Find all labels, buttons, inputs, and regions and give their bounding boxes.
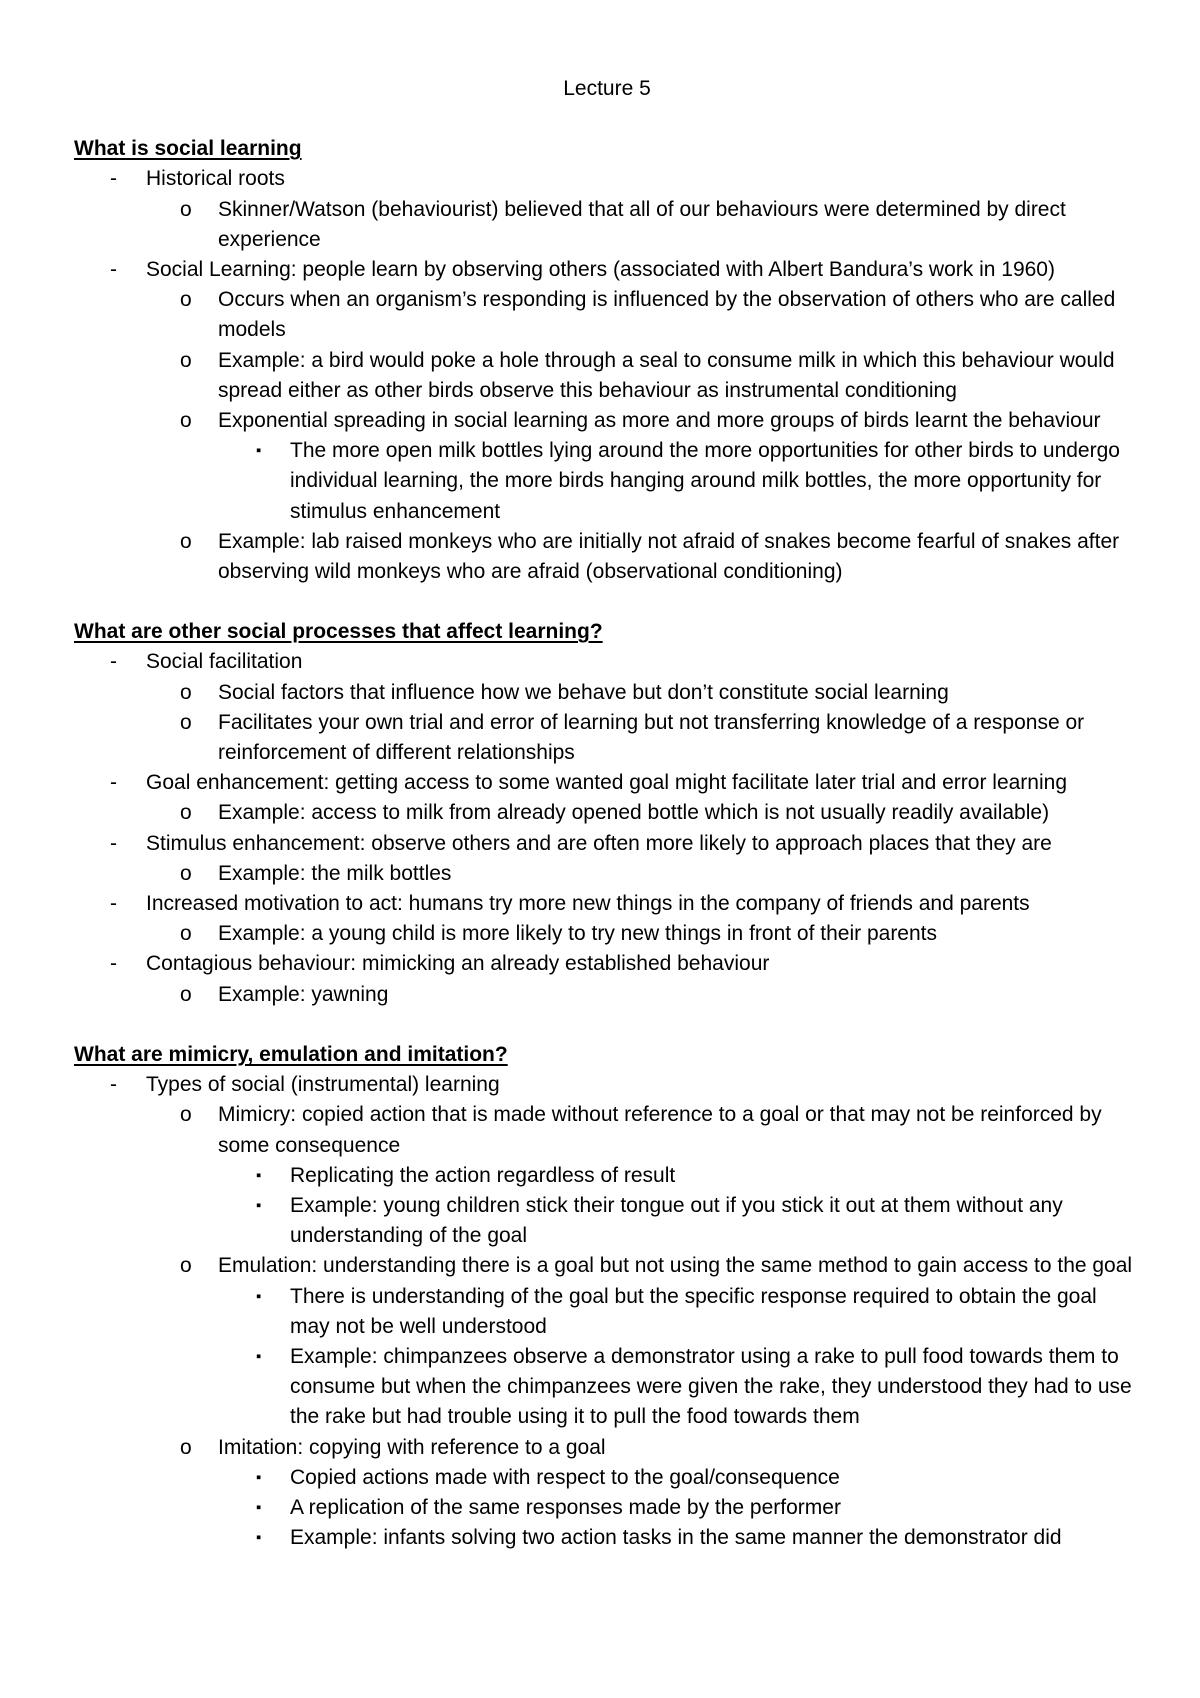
section-heading: What are mimicry, emulation and imitation? <box>74 1042 508 1066</box>
sub-sub-list-item <box>218 1523 1140 1553</box>
sub-list-item <box>146 919 1140 949</box>
circle-bullet-icon: o <box>180 529 192 553</box>
circle-bullet-icon: o <box>180 982 192 1006</box>
sub-list-item-text: Facilitates your own trial and error of learning but not transferring knowledge of a response or reinforcement of different relationships <box>218 710 1085 765</box>
sub-sub-list-item <box>218 1161 1140 1191</box>
sub-sub-list <box>218 1282 1140 1433</box>
sub-list-item <box>146 708 1140 768</box>
sub-list <box>146 798 1140 828</box>
list-item <box>74 164 1140 255</box>
list-item-text: Increased motivation to act: humans try more new things in the company of friends and parents <box>146 892 1030 916</box>
sub-sub-list-item-text: Example: infants solving two action tasks in the same manner the demonstrator did <box>290 1526 1062 1550</box>
sub-list-item-text: Example: a bird would poke a hole through a seal to consume milk in which this behaviour would spread either as other birds observe this behaviour as instrumental conditioning <box>218 348 1115 402</box>
dash-bullet-icon: - <box>110 771 117 795</box>
sub-list <box>146 195 1140 255</box>
square-bullet-icon: ▪ <box>256 1287 262 1305</box>
sub-list-item <box>146 1100 1140 1251</box>
sub-sub-list <box>218 1161 1140 1252</box>
sub-sub-list-item-text: The more open milk bottles lying around the more opportunities for other birds to undergo individual learning, the more birds hanging around milk bottles, the more opportunity for stimulus enhancement <box>290 439 1120 523</box>
sub-sub-list-item <box>218 1493 1140 1523</box>
sub-sub-list-item-text: Copied actions made with respect to the goal/consequence <box>290 1465 840 1489</box>
sub-list-item <box>146 678 1140 708</box>
list-item <box>74 255 1140 587</box>
circle-bullet-icon: o <box>180 348 192 372</box>
sub-sub-list-item-text: There is understanding of the goal but the specific response required to obtain the goal may not be well understood <box>290 1284 1097 1338</box>
list-item-text: Social Learning: people learn by observing others (associated with Albert Bandura’s work in 1960) <box>146 258 1055 282</box>
sub-list-item-text: Example: a young child is more likely to try new things in front of their parents <box>218 922 938 946</box>
square-bullet-icon: ▪ <box>256 1347 262 1365</box>
sub-list <box>146 919 1140 949</box>
sub-list-item <box>146 195 1140 255</box>
sub-list-item-text: Mimicry: copied action that is made without reference to a goal or that may not be reinforced by some consequence <box>218 1103 1102 1157</box>
sub-list-item-text: Emulation: understanding there is a goal but not using the same method to gain access to the goal <box>218 1254 1133 1278</box>
sub-sub-list-item <box>218 1282 1140 1342</box>
sub-list-item-text: Exponential spreading in social learning as more and more groups of birds learnt the behaviour <box>218 409 1101 433</box>
list-item <box>74 949 1140 1009</box>
list-item <box>74 647 1140 768</box>
sub-list <box>146 285 1140 587</box>
sub-list-item <box>146 285 1140 345</box>
sub-list-item <box>146 798 1140 828</box>
sub-sub-list-item-text: Example: chimpanzees observe a demonstrator using a rake to pull food towards them to consume but when the chimpanzees were given the rake, they understood they had to use the rake but had trouble using it to pull the food towards them <box>290 1344 1132 1429</box>
list-item <box>74 1070 1140 1553</box>
document-body <box>74 134 1140 1553</box>
list-item-text: Types of social (instrumental) learning <box>146 1073 500 1097</box>
dash-bullet-icon: - <box>110 831 117 855</box>
sub-list-item-text: Skinner/Watson (behaviourist) believed that all of our behaviours were determined by direct experience <box>218 197 1066 251</box>
sub-list-item <box>146 859 1140 889</box>
dash-bullet-icon: - <box>110 952 117 976</box>
sub-list-item <box>146 1251 1140 1432</box>
circle-bullet-icon: o <box>180 288 192 312</box>
section <box>74 617 1140 1010</box>
sub-list-item <box>146 527 1140 587</box>
section <box>74 1040 1140 1553</box>
circle-bullet-icon: o <box>180 1435 192 1459</box>
sub-sub-list-item-text: Replicating the action regardless of result <box>290 1163 676 1187</box>
sub-list-item <box>146 346 1140 406</box>
circle-bullet-icon: o <box>180 710 192 734</box>
square-bullet-icon: ▪ <box>256 442 262 460</box>
sub-list-item-text: Example: access to milk from already opened bottle which is not usually readily available) <box>218 801 1050 825</box>
square-bullet-icon: ▪ <box>256 1166 262 1184</box>
dash-bullet-icon: - <box>110 167 117 191</box>
sub-list-item-text: Imitation: copying with reference to a goal <box>218 1435 606 1459</box>
square-bullet-icon: ▪ <box>256 1498 262 1516</box>
list-item-text: Contagious behaviour: mimicking an already established behaviour <box>146 952 770 976</box>
sub-sub-list-item <box>218 436 1140 527</box>
page-title: Lecture 5 <box>563 77 651 100</box>
sub-sub-list <box>218 436 1140 527</box>
sub-sub-list-item-text: A replication of the same responses made by the performer <box>290 1495 841 1519</box>
dash-bullet-icon: - <box>110 892 117 916</box>
sub-list <box>146 678 1140 769</box>
circle-bullet-icon: o <box>180 861 192 885</box>
sub-list-item-text: Social factors that influence how we behave but don’t constitute social learning <box>218 680 949 704</box>
section-heading: What is social learning <box>74 137 302 161</box>
bullet-list <box>74 647 1140 1009</box>
dash-bullet-icon: - <box>110 650 117 674</box>
list-item-text: Social facilitation <box>146 650 303 674</box>
bullet-list <box>74 164 1140 587</box>
sub-sub-list-item <box>218 1191 1140 1251</box>
list-item-text: Stimulus enhancement: observe others and are often more likely to approach places that they are <box>146 831 1052 855</box>
sub-list <box>146 1100 1140 1553</box>
list-item <box>74 768 1140 828</box>
bullet-list <box>74 1070 1140 1553</box>
sub-sub-list <box>218 1463 1140 1554</box>
sub-list <box>146 859 1140 889</box>
section <box>74 134 1140 587</box>
sub-list-item <box>146 980 1140 1010</box>
section-heading: What are other social processes that affect learning? <box>74 620 603 644</box>
dash-bullet-icon: - <box>110 1073 117 1097</box>
sub-sub-list-item-text: Example: young children stick their tongue out if you stick it out at them without any understanding of the goal <box>290 1193 1063 1248</box>
list-item-text: Goal enhancement: getting access to some wanted goal might facilitate later trial and error learning <box>146 771 1068 795</box>
circle-bullet-icon: o <box>180 197 192 221</box>
list-item <box>74 829 1140 889</box>
sub-list-item <box>146 1433 1140 1554</box>
sub-list-item-text: Example: the milk bottles <box>218 861 452 885</box>
circle-bullet-icon: o <box>180 409 192 433</box>
dash-bullet-icon: - <box>110 258 117 282</box>
circle-bullet-icon: o <box>180 1254 192 1278</box>
circle-bullet-icon: o <box>180 801 192 825</box>
sub-sub-list-item <box>218 1342 1140 1433</box>
circle-bullet-icon: o <box>180 922 192 946</box>
sub-list-item <box>146 406 1140 527</box>
square-bullet-icon: ▪ <box>256 1468 262 1486</box>
list-item-text: Historical roots <box>146 167 285 191</box>
square-bullet-icon: ▪ <box>256 1196 262 1214</box>
sub-sub-list-item <box>218 1463 1140 1493</box>
circle-bullet-icon: o <box>180 1103 192 1127</box>
sub-list <box>146 980 1140 1010</box>
square-bullet-icon: ▪ <box>256 1529 262 1547</box>
sub-list-item-text: Occurs when an organism’s responding is influenced by the observation of others who are called models <box>218 288 1116 342</box>
sub-list-item-text: Example: yawning <box>218 982 389 1006</box>
sub-list-item-text: Example: lab raised monkeys who are initially not afraid of snakes become fearful of snakes after observing wild monkeys who are afraid (observational conditioning) <box>218 529 1120 584</box>
circle-bullet-icon: o <box>180 680 192 704</box>
list-item <box>74 889 1140 949</box>
